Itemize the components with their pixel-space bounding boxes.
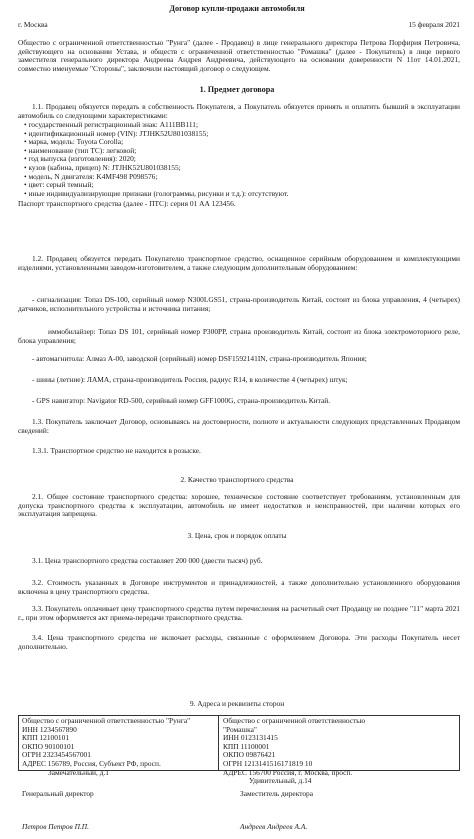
date: 15 февраля 2021: [408, 20, 460, 29]
spec-item: • модель, N двигателя: K4MF498 P098576;: [24, 171, 158, 181]
clause-1-2: 1.2. Продавец обязуется передать Покупателю транспортное средство, оснащенное серийным оборудованием и комплектующими изделиями, установленными заводом-изготовителем, а также следующим дополнительным оборудованием:: [18, 254, 460, 272]
clause-1-3-1: 1.3.1. Транспортное средство не находится в розыске.: [32, 446, 201, 455]
seller-line: ИНН 1234567890: [22, 724, 77, 734]
spec-item: • год выпуска (изготовления): 2020;: [24, 154, 136, 164]
city: г. Москва: [18, 20, 48, 29]
clause-1-3: 1.3. Покупатель заключает Договор, основываясь на достоверности, полноте и актуальности следующих представленных Продавцом сведений:: [18, 417, 460, 435]
seller-line: КПП 12100101: [22, 733, 70, 743]
buyer-line: "Ромашка": [223, 724, 257, 734]
buyer-line: Удивительный, д.14: [249, 776, 312, 786]
spec-item: • марка, модель: Toyota Corolla;: [24, 137, 124, 147]
buyer-requisites: [223, 717, 365, 786]
spec-item: • кузов (кабина, прицеп) N: JTJHK52U801038155;: [24, 162, 181, 172]
clause-3-1: 3.1. Цена транспортного средства составляет 200 000 (двести тысяч) руб.: [32, 556, 263, 565]
buyer-line: ОКПО 09876421: [223, 750, 276, 760]
spec-item: • государственный регистрационный знак: А111ВВ111;: [24, 120, 199, 129]
preamble: Общество с ограниченной ответственностью "Рунга" (далее - Продавец) в лице генерального директора Петрова Порфирия Петровича, действующего на основании Устава, и обществ с ограниченной ответственностью "Ромашка" (далее - Покупатель) в лице первого заместителя генерального директора Андреева Андрея Андреевича, действующего на основании доверенности N 11от 14.01.2021, совместно именуемые "Стороны", заключили настоящий договор о следующем.: [18, 38, 460, 73]
requisites-table: [18, 715, 460, 786]
seller-line: АДРЕС 156789, Россия, Субъект РФ, просп.: [22, 758, 161, 768]
buyer-line: ОГРН 1213141516171819 10: [223, 758, 313, 768]
clause-3-2: 3.2. Стоимость указанных в Договоре инструментов и принадлежностей, а также дополнительно установленного оборудования включена в цену транспортного средства.: [18, 578, 460, 596]
spec-item: • идентификационный номер (VIN): JTJHK52U801038155;: [24, 128, 209, 138]
spec-item: • наименование (тип ТС): легковой;: [24, 145, 137, 155]
passport-line: Паспорт транспортного средства (далее - ПТС): серия 01 АА 123456.: [18, 199, 236, 208]
seller-line: ОКПО 90100101: [22, 741, 75, 751]
buyer-line: ИНН 0123131415: [223, 733, 278, 743]
spec-item: • цвет: серый темный;: [24, 180, 94, 190]
buyer-line: Общество с ограниченной ответственностью: [223, 716, 366, 725]
buyer-line: КПП 11100001: [223, 741, 270, 751]
seller-signatory-name: Петров Петров П.П.: [22, 822, 89, 831]
clause-1-1: 1.1. Продавец обязуется передать в собственность Покупателя, а Покупатель обязуется принять и оплатить бывший в эксплуатации автомобиль со следующими характеристиками:: [18, 102, 460, 120]
spec-list: [24, 121, 460, 198]
clause-2-1: 2.1. Общее состояние транспортного средства: хорошее, техническое состояние соответствует требованиям, установленным для допуска транспортного средства к эксплуатации, автомобиль не имеет недостатков и неисправностей, при наличии которых его эксплуатация запрещена.: [18, 492, 460, 519]
seller-line: Общество с ограниченной ответственностью "Рунга": [22, 716, 191, 725]
equipment-radio: - автомагнитола: Алмаз А-00, заводской (серийный) номер DSF1592141IN, страна-производитель Япония;: [32, 354, 367, 363]
seller-line: ОГРН 2323454567001: [22, 750, 91, 760]
clause-3-4: 3.4. Цена транспортного средства не включает расходы, связанные с оформлением Договора. Эти расходы Покупатель несет дополнительно.: [18, 633, 460, 651]
seller-signatory-role: Генеральный директор: [22, 789, 94, 798]
seller-line: Замечательный, д.1: [48, 767, 110, 777]
equipment-immobilizer: иммобилайзер: Топаз DS 101, серийный номер P300PP, страна производитель Китай, состоит из блока электромоторного реле, блока управления;: [18, 327, 460, 345]
buyer-signatory-role: Заместитель директора: [240, 789, 313, 798]
section-9-heading: 9. Адреса и реквизиты сторон: [189, 699, 285, 708]
equipment-tires: - шины (летние): ЛАМА, страна-производитель Россия, радиус R14, в количестве 4 (четырех) штук;: [32, 375, 348, 384]
buyer-signatory-name: Андреев Андреев А.А.: [240, 822, 308, 831]
section-1-heading: 1. Предмет договора: [199, 85, 275, 94]
equipment-gps: - GPS навигатор: Navigator RD-500, серийный номер GFF1000G, страна-производитель Китай.: [32, 396, 331, 405]
document-title: Договор купли-продажи автомобиля: [169, 4, 305, 13]
buyer-line: АДРЕС 156700 Россия, г. Москва, просп.: [223, 767, 353, 777]
equipment-alarm: - сигнализация: Топаз DS-100, серийный номер N300LGS51, страна-производитель Китай, состоит из блока управления, 4 (четырех) датчиков, исполнительного устройства и источника питания;: [18, 295, 460, 313]
spec-item: • иные индивидуализирующие признаки (голограммы, рисунки и т.д.): отсутствуют.: [24, 188, 289, 198]
section-3-heading: 3. Цена, срок и порядок оплаты: [187, 531, 287, 540]
table-divider: [218, 716, 219, 770]
section-2-heading: 2. Качество транспортного средства: [180, 475, 294, 484]
seller-requisites: [22, 717, 190, 777]
clause-3-3: 3.3. Покупатель оплачивает цену транспортного средства путем перечисления на расчетный счет Продавцу не позднее "11" марта 2021 г., при этом оформляется акт приема-передачи транспортного средства.: [18, 604, 460, 622]
